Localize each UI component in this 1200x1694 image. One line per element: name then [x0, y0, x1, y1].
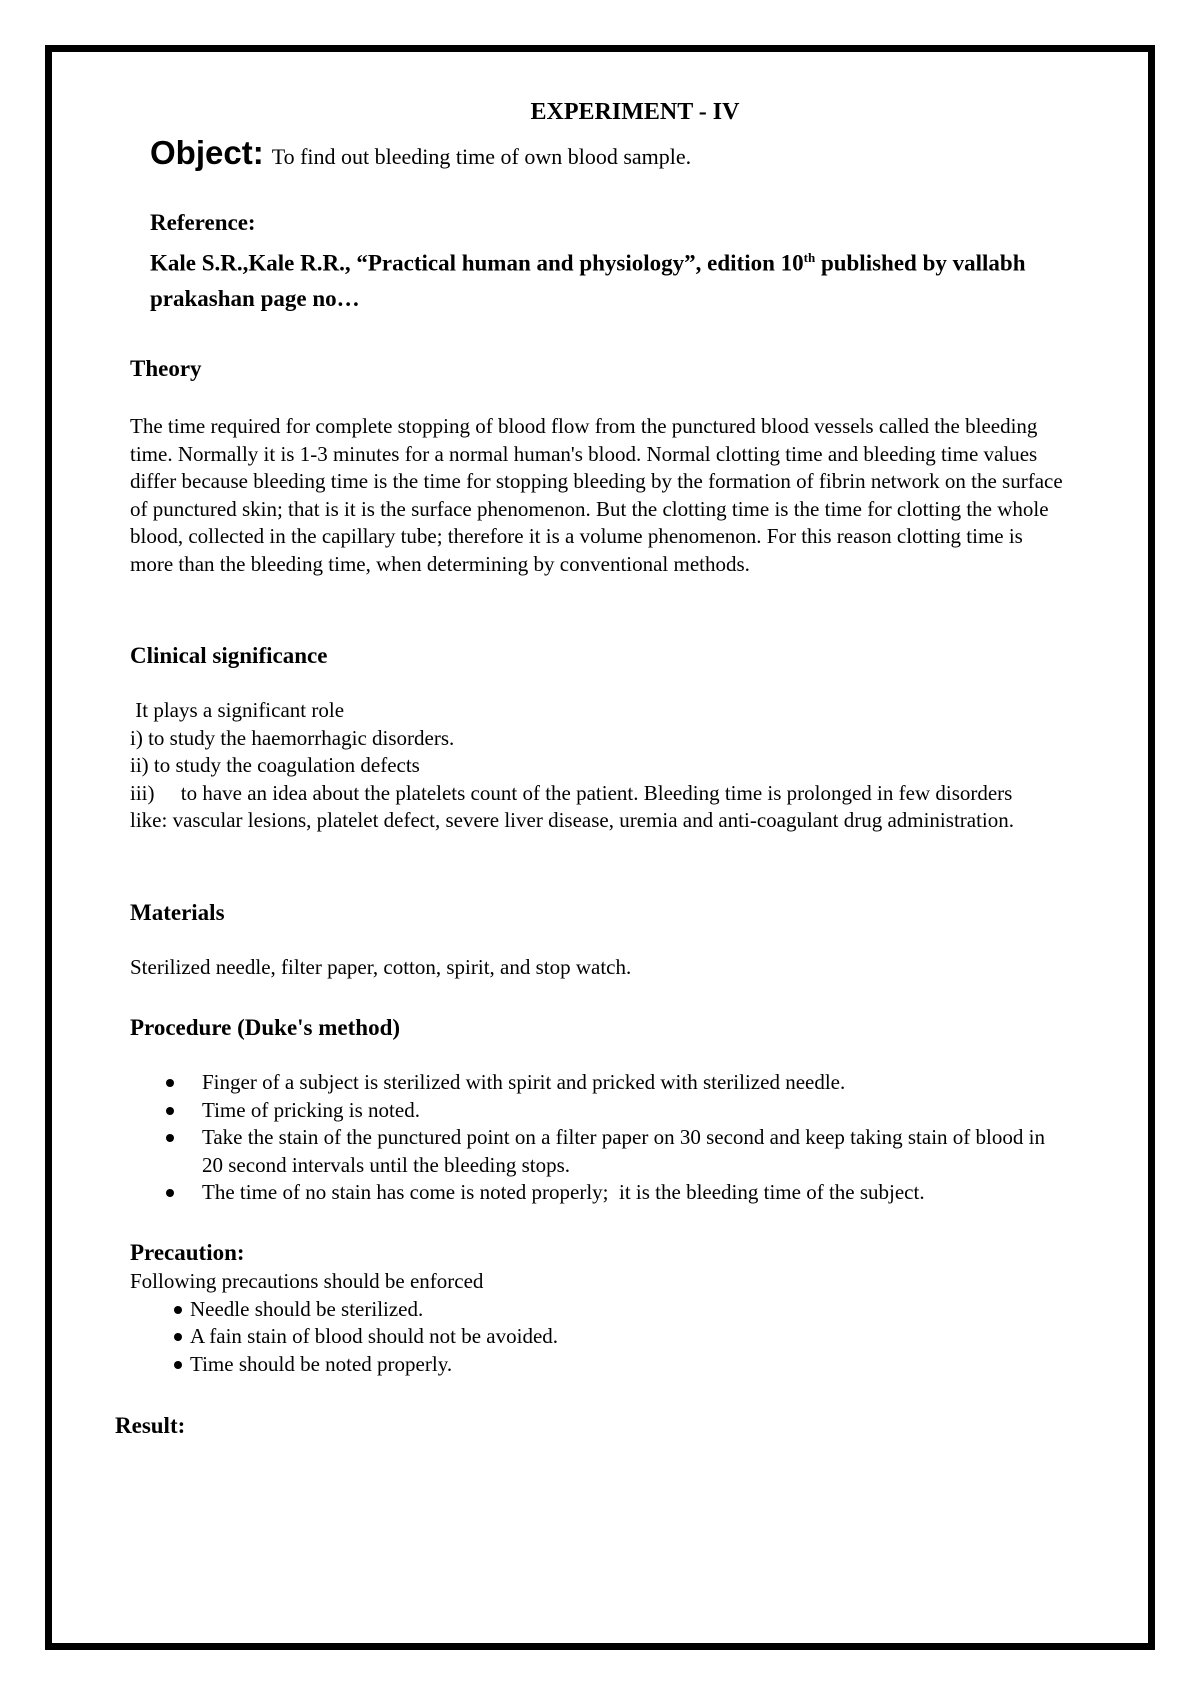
precaution-intro: Following precautions should be enforced	[130, 1269, 484, 1293]
list-item	[130, 1069, 1065, 1097]
list-item	[130, 1124, 1065, 1179]
object-label: Object:	[150, 134, 264, 171]
bullet-icon	[166, 1079, 174, 1087]
clinical-line: It plays a significant role	[130, 698, 345, 722]
bullet-icon	[166, 1134, 174, 1142]
clinical-line: i) to study the haemorrhagic disorders.	[130, 725, 455, 750]
precaution-item: A fain stain of blood should not be avoided.	[190, 1324, 559, 1348]
clinical-text	[130, 697, 1050, 835]
clinical-heading: Clinical significance	[130, 643, 328, 668]
procedure-list	[130, 1069, 1065, 1207]
procedure-step: Finger of a subject is sterilized with spirit and pricked with sterilized needle.	[202, 1070, 846, 1094]
reference-heading: Reference:	[150, 210, 256, 235]
clinical-line: ii) to study the coagulation defects	[130, 753, 420, 777]
object-line	[150, 134, 691, 172]
reference-text	[150, 240, 1090, 316]
bullet-icon	[174, 1361, 182, 1369]
precaution-body	[130, 1268, 1065, 1378]
reference-superscript: th	[803, 250, 816, 265]
theory-text: The time required for complete stopping of blood flow from the punctured blood vessels called the bleeding time. Normally it is 1-3 minutes for a normal human's blood. Normal clotting time and bleeding time values differ because bleeding time is the time for stopping bleeding by the formation of fibrin network on the surface of punctured skin; that is it is the surface phenomenon. But the clotting time is the time for clotting the whole blood, collected in the capillary tube; therefore it is a volume phenomenon. For this reason clotting time is more than the bleeding time, when determining by conventional methods.	[130, 414, 1063, 576]
list-item	[130, 1179, 1065, 1207]
precaution-item: Needle should be sterilized.	[190, 1296, 424, 1321]
bullet-icon	[174, 1333, 182, 1341]
procedure-step: Time of pricking is noted.	[202, 1097, 420, 1122]
list-item	[130, 1296, 1065, 1324]
theory-heading: Theory	[130, 356, 202, 381]
bullet-icon	[166, 1189, 174, 1197]
experiment-title: EXPERIMENT - IV	[530, 99, 740, 125]
procedure-step: Take the stain of the punctured point on a filter paper on 30 second and keep taking stain of blood in 20 second intervals until the bleeding stops.	[202, 1125, 1045, 1177]
materials-text: Sterilized needle, filter paper, cotton, spirit, and stop watch.	[130, 955, 632, 979]
precaution-item: Time should be noted properly.	[190, 1351, 453, 1376]
materials-heading: Materials	[130, 900, 225, 925]
list-item	[130, 1097, 1065, 1125]
list-item	[130, 1323, 1065, 1351]
procedure-heading: Procedure (Duke's method)	[130, 1015, 401, 1040]
precaution-heading: Precaution:	[130, 1240, 245, 1265]
list-item	[130, 1351, 1065, 1379]
reference-text-before: Kale S.R.,Kale R.R., “Practical human and physiology”, edition 10	[150, 250, 804, 276]
object-text: To find out bleeding time of own blood sample.	[271, 144, 692, 169]
result-heading: Result:	[115, 1413, 186, 1438]
bullet-icon	[174, 1306, 182, 1314]
clinical-line: iii) to have an idea about the platelets count of the patient. Bleeding time is prolonged in few disorders like: vascular lesions, platelet defect, severe liver disease, uremia and anti-coagulant drug administration.	[130, 780, 1018, 832]
bullet-icon	[166, 1107, 174, 1115]
reference-text-after: published by vallabh prakashan page no…	[150, 250, 1026, 311]
procedure-step: The time of no stain has come is noted properly; it is the bleeding time of the subject.	[202, 1180, 925, 1204]
